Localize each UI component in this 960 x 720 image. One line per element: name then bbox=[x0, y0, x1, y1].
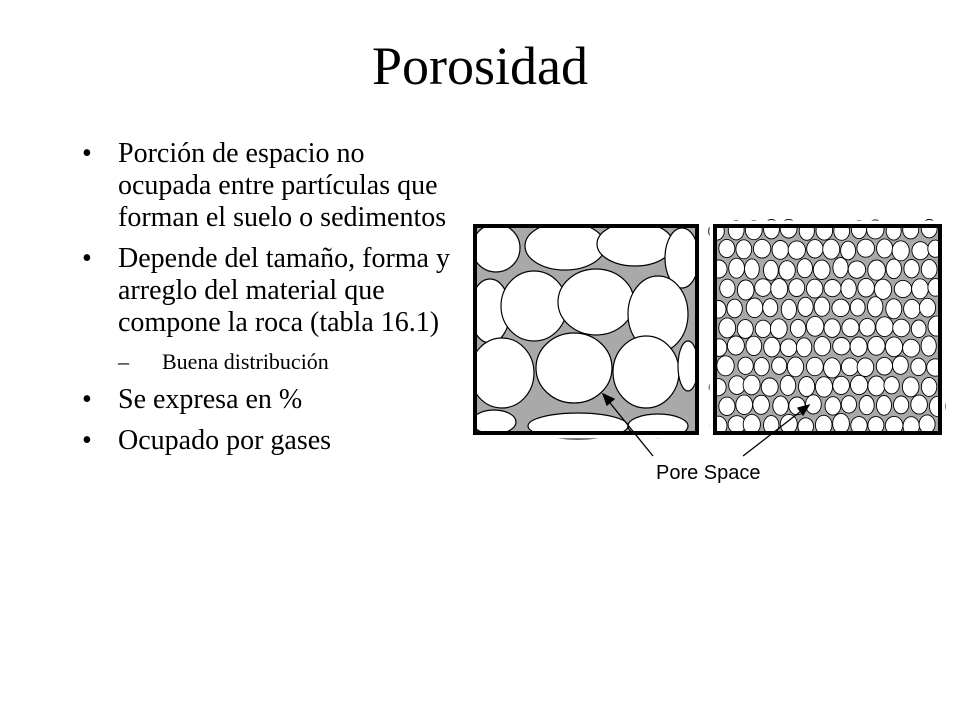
fine-grain bbox=[833, 376, 850, 394]
fine-grain bbox=[841, 241, 856, 260]
fine-grain bbox=[919, 298, 935, 317]
fine-grain bbox=[874, 279, 891, 299]
fine-grain bbox=[832, 299, 850, 316]
fine-grain bbox=[876, 357, 892, 375]
bullet-text: Ocupado por gases bbox=[118, 425, 332, 456]
bullet-text: Se expresa en % bbox=[118, 384, 303, 415]
fine-grain bbox=[727, 299, 742, 318]
fine-grain bbox=[850, 299, 865, 316]
fine-grain bbox=[773, 396, 789, 415]
fine-grain bbox=[736, 240, 752, 259]
fine-grain bbox=[780, 339, 796, 357]
fine-grain bbox=[892, 241, 909, 261]
fine-grain bbox=[806, 316, 823, 336]
bullet-item bbox=[80, 425, 460, 457]
fine-grain bbox=[737, 320, 753, 339]
fine-grain bbox=[727, 336, 744, 355]
fine-grain bbox=[857, 239, 875, 257]
fine-grain bbox=[717, 356, 734, 376]
sub-bullet-item bbox=[118, 349, 460, 375]
fine-grain bbox=[911, 320, 926, 338]
fine-grain bbox=[772, 357, 787, 374]
fine-grain bbox=[720, 279, 735, 297]
fine-grain bbox=[788, 241, 805, 259]
fine-grain bbox=[877, 239, 893, 258]
pore-space-label: Pore Space bbox=[656, 462, 761, 484]
fine-grain bbox=[719, 318, 736, 338]
fine-grain bbox=[857, 358, 874, 377]
fine-grain bbox=[743, 375, 760, 395]
fine-grain bbox=[877, 396, 892, 416]
fine-grain bbox=[719, 397, 735, 415]
bullet-marker: • bbox=[82, 243, 92, 274]
fine-grain bbox=[859, 318, 875, 336]
sub-bullet-text: Buena distribución bbox=[162, 349, 329, 374]
bullet-item bbox=[80, 243, 460, 375]
fine-grain bbox=[885, 337, 902, 357]
fine-grain bbox=[894, 396, 909, 414]
fine-grain bbox=[787, 357, 803, 377]
fine-grain bbox=[737, 280, 754, 300]
fine-grain bbox=[754, 358, 769, 376]
bullet-marker: • bbox=[82, 384, 92, 415]
fine-grain bbox=[814, 297, 830, 316]
fine-grain bbox=[781, 299, 796, 319]
fine-grain bbox=[893, 319, 910, 337]
bullet-marker: • bbox=[82, 138, 92, 169]
fine-grain bbox=[813, 260, 830, 279]
fine-grain bbox=[912, 242, 929, 260]
fine-grain bbox=[719, 239, 735, 257]
fine-grain bbox=[807, 357, 824, 375]
fine-grain bbox=[745, 259, 760, 279]
fine-grain bbox=[764, 337, 780, 357]
fine-grain bbox=[729, 258, 745, 278]
fine-grain bbox=[921, 260, 937, 279]
fine-grain bbox=[894, 280, 911, 297]
bullet-text: Depende del tamaño, forma y arreglo del material que compone la roca (tabla 16.1) bbox=[118, 243, 450, 338]
fine-grain bbox=[841, 358, 858, 376]
fine-grain bbox=[823, 239, 840, 259]
fine-grain bbox=[893, 356, 909, 374]
fine-grain bbox=[868, 336, 885, 355]
fine-grain bbox=[848, 261, 865, 278]
fine-grain bbox=[789, 279, 805, 297]
fine-grain bbox=[797, 259, 812, 278]
fine-grain bbox=[919, 415, 935, 434]
fine-grain bbox=[770, 319, 787, 339]
fine-grain bbox=[824, 280, 841, 297]
fine-grain bbox=[779, 261, 795, 280]
fine-grain bbox=[921, 377, 936, 396]
fine-grain bbox=[858, 278, 875, 297]
fine-grain bbox=[911, 395, 928, 414]
fine-grain bbox=[753, 395, 770, 414]
fine-grain bbox=[771, 279, 788, 299]
fine-grain bbox=[912, 279, 929, 299]
fine-grain bbox=[841, 279, 856, 299]
fine-grain bbox=[761, 378, 778, 396]
fine-grain bbox=[790, 319, 805, 337]
fine-grain bbox=[903, 339, 920, 357]
fine-grain bbox=[807, 279, 823, 298]
bullet-marker: • bbox=[82, 425, 92, 456]
fine-grain bbox=[824, 358, 841, 378]
fine-grain bbox=[806, 395, 822, 414]
fine-grain bbox=[738, 357, 753, 374]
bullet-item bbox=[80, 138, 460, 234]
pore-space-figure bbox=[470, 216, 950, 506]
fine-grain bbox=[755, 320, 771, 337]
fine-grain bbox=[755, 279, 772, 297]
bullet-list bbox=[80, 138, 460, 466]
coarse-grain-panel bbox=[470, 222, 700, 439]
fine-grain bbox=[904, 260, 919, 278]
fine-grain bbox=[798, 297, 813, 316]
fine-grain bbox=[833, 258, 848, 278]
fine-grain bbox=[799, 377, 815, 397]
fine-grain-panel bbox=[709, 219, 946, 436]
fine-grain bbox=[780, 375, 796, 395]
sub-bullet-marker: – bbox=[118, 349, 129, 374]
slide-title: Porosidad bbox=[372, 36, 588, 96]
fine-grain bbox=[763, 299, 778, 317]
fine-grain bbox=[842, 319, 859, 337]
fine-grain bbox=[876, 317, 893, 337]
bullet-text: Porción de espacio no ocupada entre partículas que forman el suelo o sedimentos bbox=[118, 138, 447, 233]
fine-grain bbox=[764, 260, 779, 280]
fine-grain bbox=[746, 336, 762, 355]
fine-grain bbox=[753, 239, 770, 258]
fine-grain bbox=[825, 397, 841, 415]
fine-grain bbox=[921, 336, 936, 356]
fine-grain bbox=[850, 337, 867, 356]
fine-grain bbox=[833, 338, 850, 355]
fine-grain bbox=[886, 259, 901, 279]
fine-grain bbox=[746, 298, 763, 318]
fine-grain bbox=[859, 396, 874, 415]
fine-grain bbox=[904, 299, 921, 318]
fine-grain bbox=[841, 396, 856, 413]
fine-grain bbox=[902, 377, 919, 397]
fine-grain bbox=[868, 376, 885, 396]
fine-grain bbox=[736, 395, 753, 415]
fine-grain bbox=[816, 377, 833, 397]
bullet-item bbox=[80, 384, 460, 416]
fine-grain bbox=[833, 413, 850, 433]
fine-grain bbox=[807, 240, 823, 258]
fine-grain bbox=[868, 297, 883, 317]
fine-grain bbox=[814, 337, 831, 356]
fine-grain bbox=[911, 358, 926, 375]
fine-grain bbox=[868, 260, 886, 280]
fine-grain bbox=[851, 375, 868, 394]
fine-grain bbox=[824, 319, 840, 338]
fine-grain bbox=[780, 414, 797, 433]
fine-grain bbox=[886, 299, 902, 319]
fine-grain bbox=[772, 241, 789, 260]
fine-grain bbox=[796, 338, 811, 357]
fine-grain bbox=[884, 377, 899, 394]
